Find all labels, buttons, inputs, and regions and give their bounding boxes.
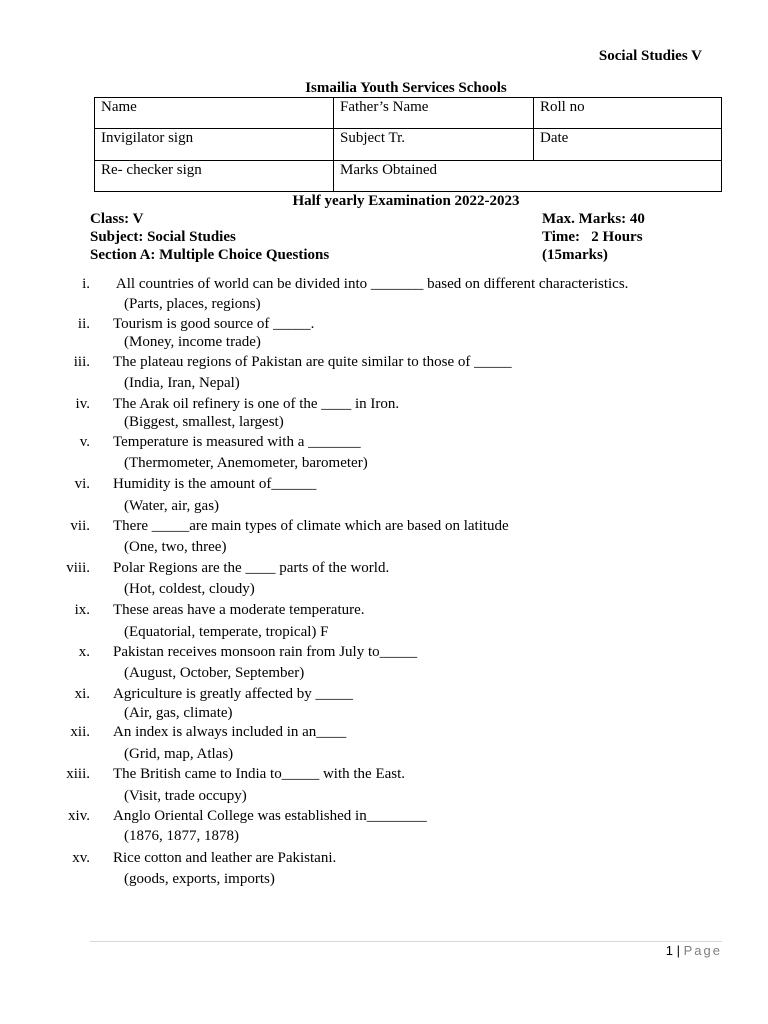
question-options: (One, two, three): [124, 539, 227, 555]
page-separator: |: [676, 943, 680, 958]
school-name: Ismailia Youth Services Schools: [305, 80, 507, 96]
info-row: [95, 161, 722, 192]
question-options: (Grid, map, Atlas): [124, 746, 234, 762]
question-text: Tourism is good source of _____.: [113, 316, 315, 332]
section-label: Section A: Multiple Choice Questions: [90, 247, 330, 263]
roll-no-field: Roll no: [534, 98, 722, 129]
question-number: i.: [82, 276, 90, 292]
question-options: (Hot, coldest, cloudy): [124, 581, 255, 597]
question-number: iii.: [73, 354, 90, 370]
student-info-table: [94, 97, 722, 192]
subject-corner-label: Social Studies V: [598, 48, 702, 64]
question-number: ii.: [77, 316, 90, 332]
question-text: These areas have a moderate temperature.: [113, 602, 365, 618]
question-number: iv.: [75, 396, 90, 412]
section-marks-label: (15marks): [542, 247, 608, 263]
question-number: x.: [78, 644, 90, 660]
question-number: vi.: [74, 476, 90, 492]
exam-title: Half yearly Examination 2022-2023: [292, 193, 520, 209]
question-text: Rice cotton and leather are Pakistani.: [113, 850, 337, 866]
question-text: An index is always included in an____: [113, 724, 347, 740]
question-number: xii.: [70, 724, 90, 740]
question-number: v.: [79, 434, 90, 450]
question-number: xiv.: [68, 808, 90, 824]
question-text: Temperature is measured with a _______: [113, 434, 361, 450]
question-options: (Water, air, gas): [124, 498, 220, 514]
subject-teacher-field: Subject Tr.: [334, 129, 534, 161]
question-options: (Parts, places, regions): [124, 296, 261, 312]
page-label: Page: [683, 943, 722, 958]
invigilator-sign-field: Invigilator sign: [95, 129, 334, 161]
page-footer: [666, 943, 722, 958]
question-number: vii.: [70, 518, 90, 534]
question-text: All countries of world can be divided into _______ based on different characteristics.: [113, 276, 629, 292]
page-number: 1: [665, 943, 673, 958]
question-number: xiii.: [66, 766, 90, 782]
question-text: The British came to India to_____ with the East.: [113, 766, 406, 782]
marks-obtained-field: Marks Obtained: [334, 161, 722, 192]
question-options: (goods, exports, imports): [124, 871, 275, 887]
question-options: (Visit, trade occupy): [124, 788, 247, 804]
question-number: viii.: [66, 560, 90, 576]
question-text: The plateau regions of Pakistan are quite similar to those of _____: [113, 354, 512, 370]
question-options: (Thermometer, Anemometer, barometer): [124, 455, 368, 471]
date-field: Date: [534, 129, 722, 161]
question-text: Pakistan receives monsoon rain from July to_____: [113, 644, 418, 660]
question-text: Agriculture is greatly affected by _____: [113, 686, 354, 702]
question-options: (August, October, September): [124, 665, 305, 681]
question-number: xv.: [72, 850, 90, 866]
question-options: (Biggest, smallest, largest): [124, 414, 284, 430]
question-options: (Air, gas, climate): [124, 705, 233, 721]
subject-label: Subject: Social Studies: [90, 229, 236, 245]
info-row: [95, 129, 722, 161]
question-text: Anglo Oriental College was established in________: [113, 808, 427, 824]
rechecker-sign-field: Re- checker sign: [95, 161, 334, 192]
info-row: [95, 98, 722, 129]
question-text: Polar Regions are the ____ parts of the world.: [113, 560, 390, 576]
time-label: Time: 2 Hours: [542, 229, 643, 245]
max-marks-label: Max. Marks: 40: [542, 211, 645, 227]
question-number: ix.: [74, 602, 90, 618]
name-field: Name: [95, 98, 334, 129]
question-text: The Arak oil refinery is one of the ____ in Iron.: [113, 396, 400, 412]
footer-divider: [90, 941, 722, 942]
question-options: (Money, income trade): [124, 334, 261, 350]
fathers-name-field: Father’s Name: [334, 98, 534, 129]
question-number: xi.: [74, 686, 90, 702]
question-text: Humidity is the amount of______: [113, 476, 317, 492]
question-options: (1876, 1877, 1878): [124, 828, 239, 844]
question-text: There _____are main types of climate which are based on latitude: [113, 518, 509, 534]
question-options: (India, Iran, Nepal): [124, 375, 240, 391]
class-label: Class: V: [90, 211, 144, 227]
question-options: (Equatorial, temperate, tropical) F: [124, 624, 329, 640]
